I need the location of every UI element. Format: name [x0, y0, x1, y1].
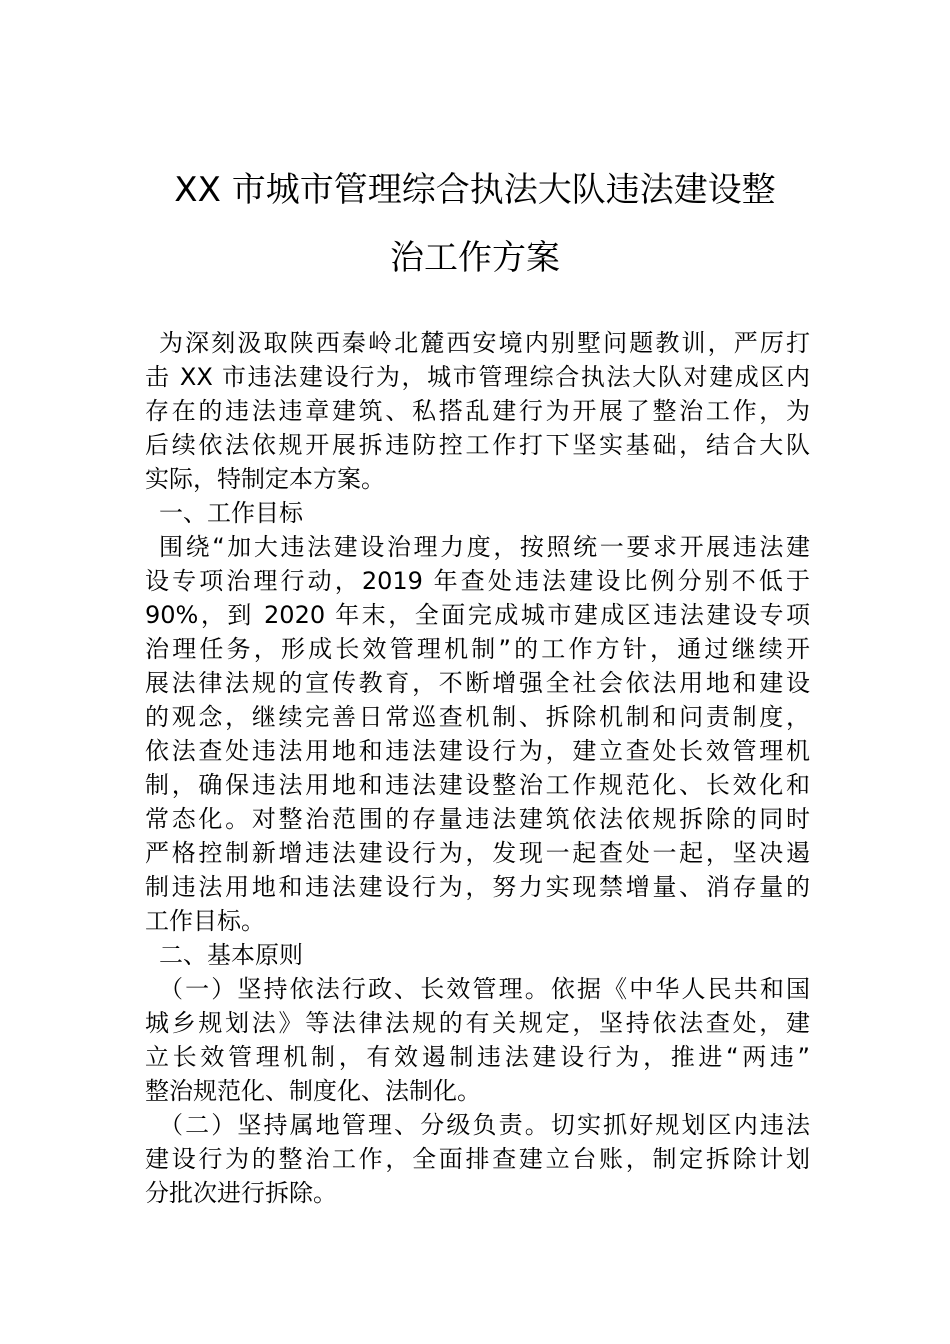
body-line: 严格控制新增违法建设行为，发现一起查处一起，坚决遏 [145, 839, 810, 867]
body-line: 制，确保违法用地和违法建设整治工作规范化、长效化和 [145, 771, 810, 799]
body-line: 90%，到 2020 年末，全面完成城市建成区违法建设专项 [145, 601, 810, 629]
body-line: 分批次进行拆除。 [145, 1179, 337, 1207]
body-line: 围绕“加大违法建设治理力度，按照统一要求开展违法建 [159, 533, 810, 561]
body-line: 工作目标。 [145, 907, 265, 935]
body-line: 城乡规划法》等法律法规的有关规定，坚持依法查处，建 [145, 1009, 810, 1037]
document-title-line-1: XX 市城市管理综合执法大队违法建设整 [174, 170, 776, 210]
body-line: 依法查处违法用地和违法建设行为，建立查处长效管理机 [145, 737, 810, 765]
body-line: 存在的违法违章建筑、私搭乱建行为开展了整治工作，为 [145, 397, 810, 425]
body-line: 实际，特制定本方案。 [145, 465, 385, 493]
body-line: （二）坚持属地管理、分级负责。切实抓好规划区内违法 [159, 1111, 810, 1139]
body-line: 设专项治理行动，2019 年查处违法建设比例分别不低于 [145, 567, 810, 595]
body-line: 一、工作目标 [159, 499, 303, 527]
body-line: 的观念，继续完善日常巡查机制、拆除机制和问责制度， [145, 703, 810, 731]
body-line: 击 XX 市违法建设行为，城市管理综合执法大队对建成区内 [145, 363, 810, 391]
body-line: 整治规范化、制度化、法制化。 [145, 1077, 481, 1105]
body-line: 建设行为的整治工作，全面排查建立台账，制定拆除计划 [145, 1145, 810, 1173]
body-line: 二、基本原则 [159, 941, 303, 969]
document-title-line-2: 治工作方案 [390, 238, 560, 278]
body-line: 立长效管理机制，有效遏制违法建设行为，推进“两违” [145, 1043, 810, 1071]
body-line: 常态化。对整治范围的存量违法建筑依法依规拆除的同时 [145, 805, 810, 833]
body-line: （一）坚持依法行政、长效管理。依据《中华人民共和国 [159, 975, 810, 1003]
body-line: 展法律法规的宣传教育，不断增强全社会依法用地和建设 [145, 669, 810, 697]
document-body [145, 326, 810, 1210]
body-line: 制违法用地和违法建设行为，努力实现禁增量、消存量的 [145, 873, 810, 901]
body-line: 治理任务，形成长效管理机制”的工作方针，通过继续开 [145, 635, 810, 663]
body-line: 为深刻汲取陕西秦岭北麓西安境内别墅问题教训，严厉打 [159, 329, 810, 357]
body-line: 后续依法依规开展拆违防控工作打下坚实基础，结合大队 [145, 431, 810, 459]
